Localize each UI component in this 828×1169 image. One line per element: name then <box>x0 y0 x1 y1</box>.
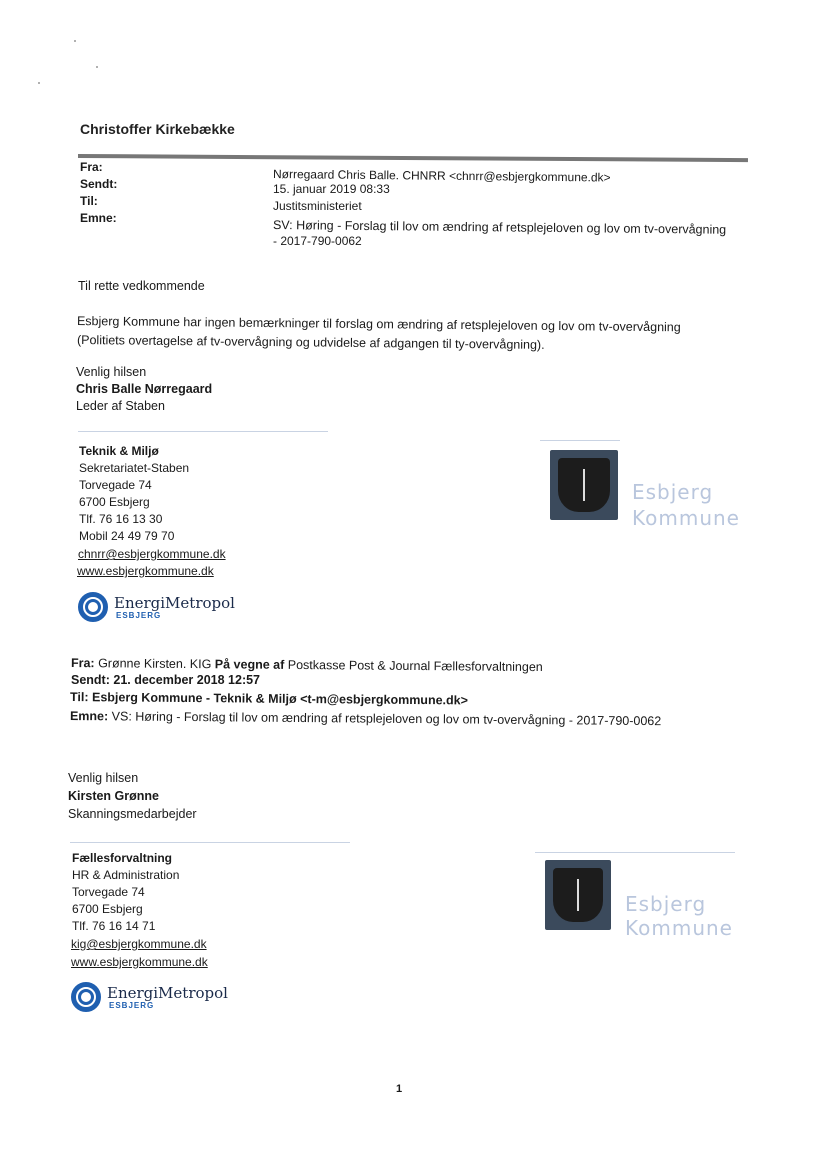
scan-speck <box>38 82 40 84</box>
fwd-sig-dept: Fællesforvaltning <box>72 851 173 865</box>
coat-of-arms-icon <box>545 860 611 930</box>
kommune-logo2-line1: Esbjerg <box>625 892 707 916</box>
closing: Venlig hilsen <box>76 365 147 379</box>
energi-logo-sub: ESBJERG <box>116 611 162 620</box>
signer-title: Leder af Staben <box>76 399 165 413</box>
sent-label: Sendt: <box>80 177 118 191</box>
logo-divider <box>540 440 620 441</box>
subject-value-line2: - 2017-790-0062 <box>273 234 362 248</box>
sig-email-link[interactable]: chnrr@esbjergkommune.dk <box>78 547 226 561</box>
sig-street: Torvegade 74 <box>79 478 152 492</box>
kommune-logo-2 <box>545 860 745 940</box>
sig-dept: Teknik & Miljø <box>79 444 159 458</box>
fwd-sent-label: Sendt: <box>71 673 110 687</box>
fwd-signer-name: Kirsten Grønne <box>68 789 159 803</box>
fwd-signature-divider <box>70 842 350 843</box>
energi-logo2-sub: ESBJERG <box>109 1001 155 1010</box>
subject-label: Emne: <box>80 211 117 225</box>
header-rule <box>78 154 748 162</box>
kommune-logo-line2: Kommune <box>632 506 740 530</box>
sig-unit: Sekretariatet-Staben <box>79 461 190 475</box>
fwd-sig-city: 6700 Esbjerg <box>72 902 143 916</box>
fwd-sig-unit: HR & Administration <box>72 868 180 882</box>
fwd-to-line <box>70 689 468 709</box>
from-label: Fra: <box>80 160 103 174</box>
sig-phone: Tlf. 76 16 13 30 <box>79 512 163 526</box>
fwd-subject-value: VS: Høring - Forslag til lov om ændring af retsplejeloven og lov om tv-overvågning - 2017-790-0062 <box>111 709 662 729</box>
fwd-sig-phone: Tlf. 76 16 14 71 <box>72 919 156 933</box>
kommune-logo-line1: Esbjerg <box>632 480 714 504</box>
sent-value: 15. januar 2019 08:33 <box>273 182 390 196</box>
to-label: Til: <box>80 194 98 208</box>
sig-mobile: Mobil 24 49 79 70 <box>79 529 175 543</box>
page-number: 1 <box>396 1083 403 1095</box>
greeting: Til rette vedkommende <box>78 279 205 293</box>
sender-name: Christoffer Kirkebække <box>80 121 235 137</box>
fwd-from-value: Grønne Kirsten. KIG <box>98 656 212 672</box>
kommune-logo2-line2: Kommune <box>625 916 733 940</box>
fwd-sig-web-link[interactable]: www.esbjergkommune.dk <box>71 955 208 969</box>
body-line2: (Politiets overtagelse af tv-overvågning og udvidelse af adgangen til ty-overvågning). <box>76 333 545 352</box>
kommune-logo <box>550 450 750 530</box>
energi-metropol-logo <box>78 592 238 624</box>
logo2-divider <box>535 852 735 853</box>
from-value: Nørregaard Chris Balle. CHNRR <chnrr@esbjergkommune.dk> <box>272 167 611 185</box>
energi-logo-name: EnergiMetropol <box>114 594 235 612</box>
signature-divider <box>78 431 328 432</box>
coat-of-arms-icon <box>550 450 618 520</box>
signer-name: Chris Balle Nørregaard <box>76 382 213 396</box>
fwd-sig-street: Torvegade 74 <box>72 885 145 899</box>
fwd-subject-label: Emne: <box>69 709 109 724</box>
fwd-sig-email-link[interactable]: kig@esbjergkommune.dk <box>71 937 207 951</box>
fwd-to-label: Til: <box>69 690 89 705</box>
fwd-sent-line <box>71 672 260 689</box>
sig-city: 6700 Esbjerg <box>79 495 150 509</box>
sig-web-link[interactable]: www.esbjergkommune.dk <box>77 564 214 578</box>
fwd-to-value: Esbjerg Kommune - Teknik & Miljø <t-m@esbjergkommune.dk> <box>91 690 468 708</box>
body-line1: Esbjerg Kommune har ingen bemærkninger til forslag om ændring af retsplejeloven og lov om tv-overvågning <box>76 314 681 335</box>
fwd-mailbox: Postkasse Post & Journal Fællesforvaltningen <box>287 657 543 675</box>
to-value: Justitsministeriet <box>273 199 362 213</box>
fwd-signer-title: Skanningsmedarbejder <box>68 807 197 821</box>
fwd-closing: Venlig hilsen <box>68 771 139 785</box>
scan-speck <box>96 66 98 68</box>
fwd-on-behalf: På vegne af <box>214 657 285 672</box>
scan-speck <box>74 40 76 42</box>
energi-metropol-logo-2 <box>71 982 231 1014</box>
fwd-sent-value: 21. december 2018 12:57 <box>113 673 261 687</box>
fwd-subject-line <box>70 708 661 730</box>
fwd-from-label: Fra: <box>70 656 95 671</box>
subject-value-line1: SV: Høring - Forslag til lov om ændring af retsplejeloven og lov om tv-overvågning <box>272 218 727 237</box>
energi-logo2-name: EnergiMetropol <box>107 984 228 1002</box>
